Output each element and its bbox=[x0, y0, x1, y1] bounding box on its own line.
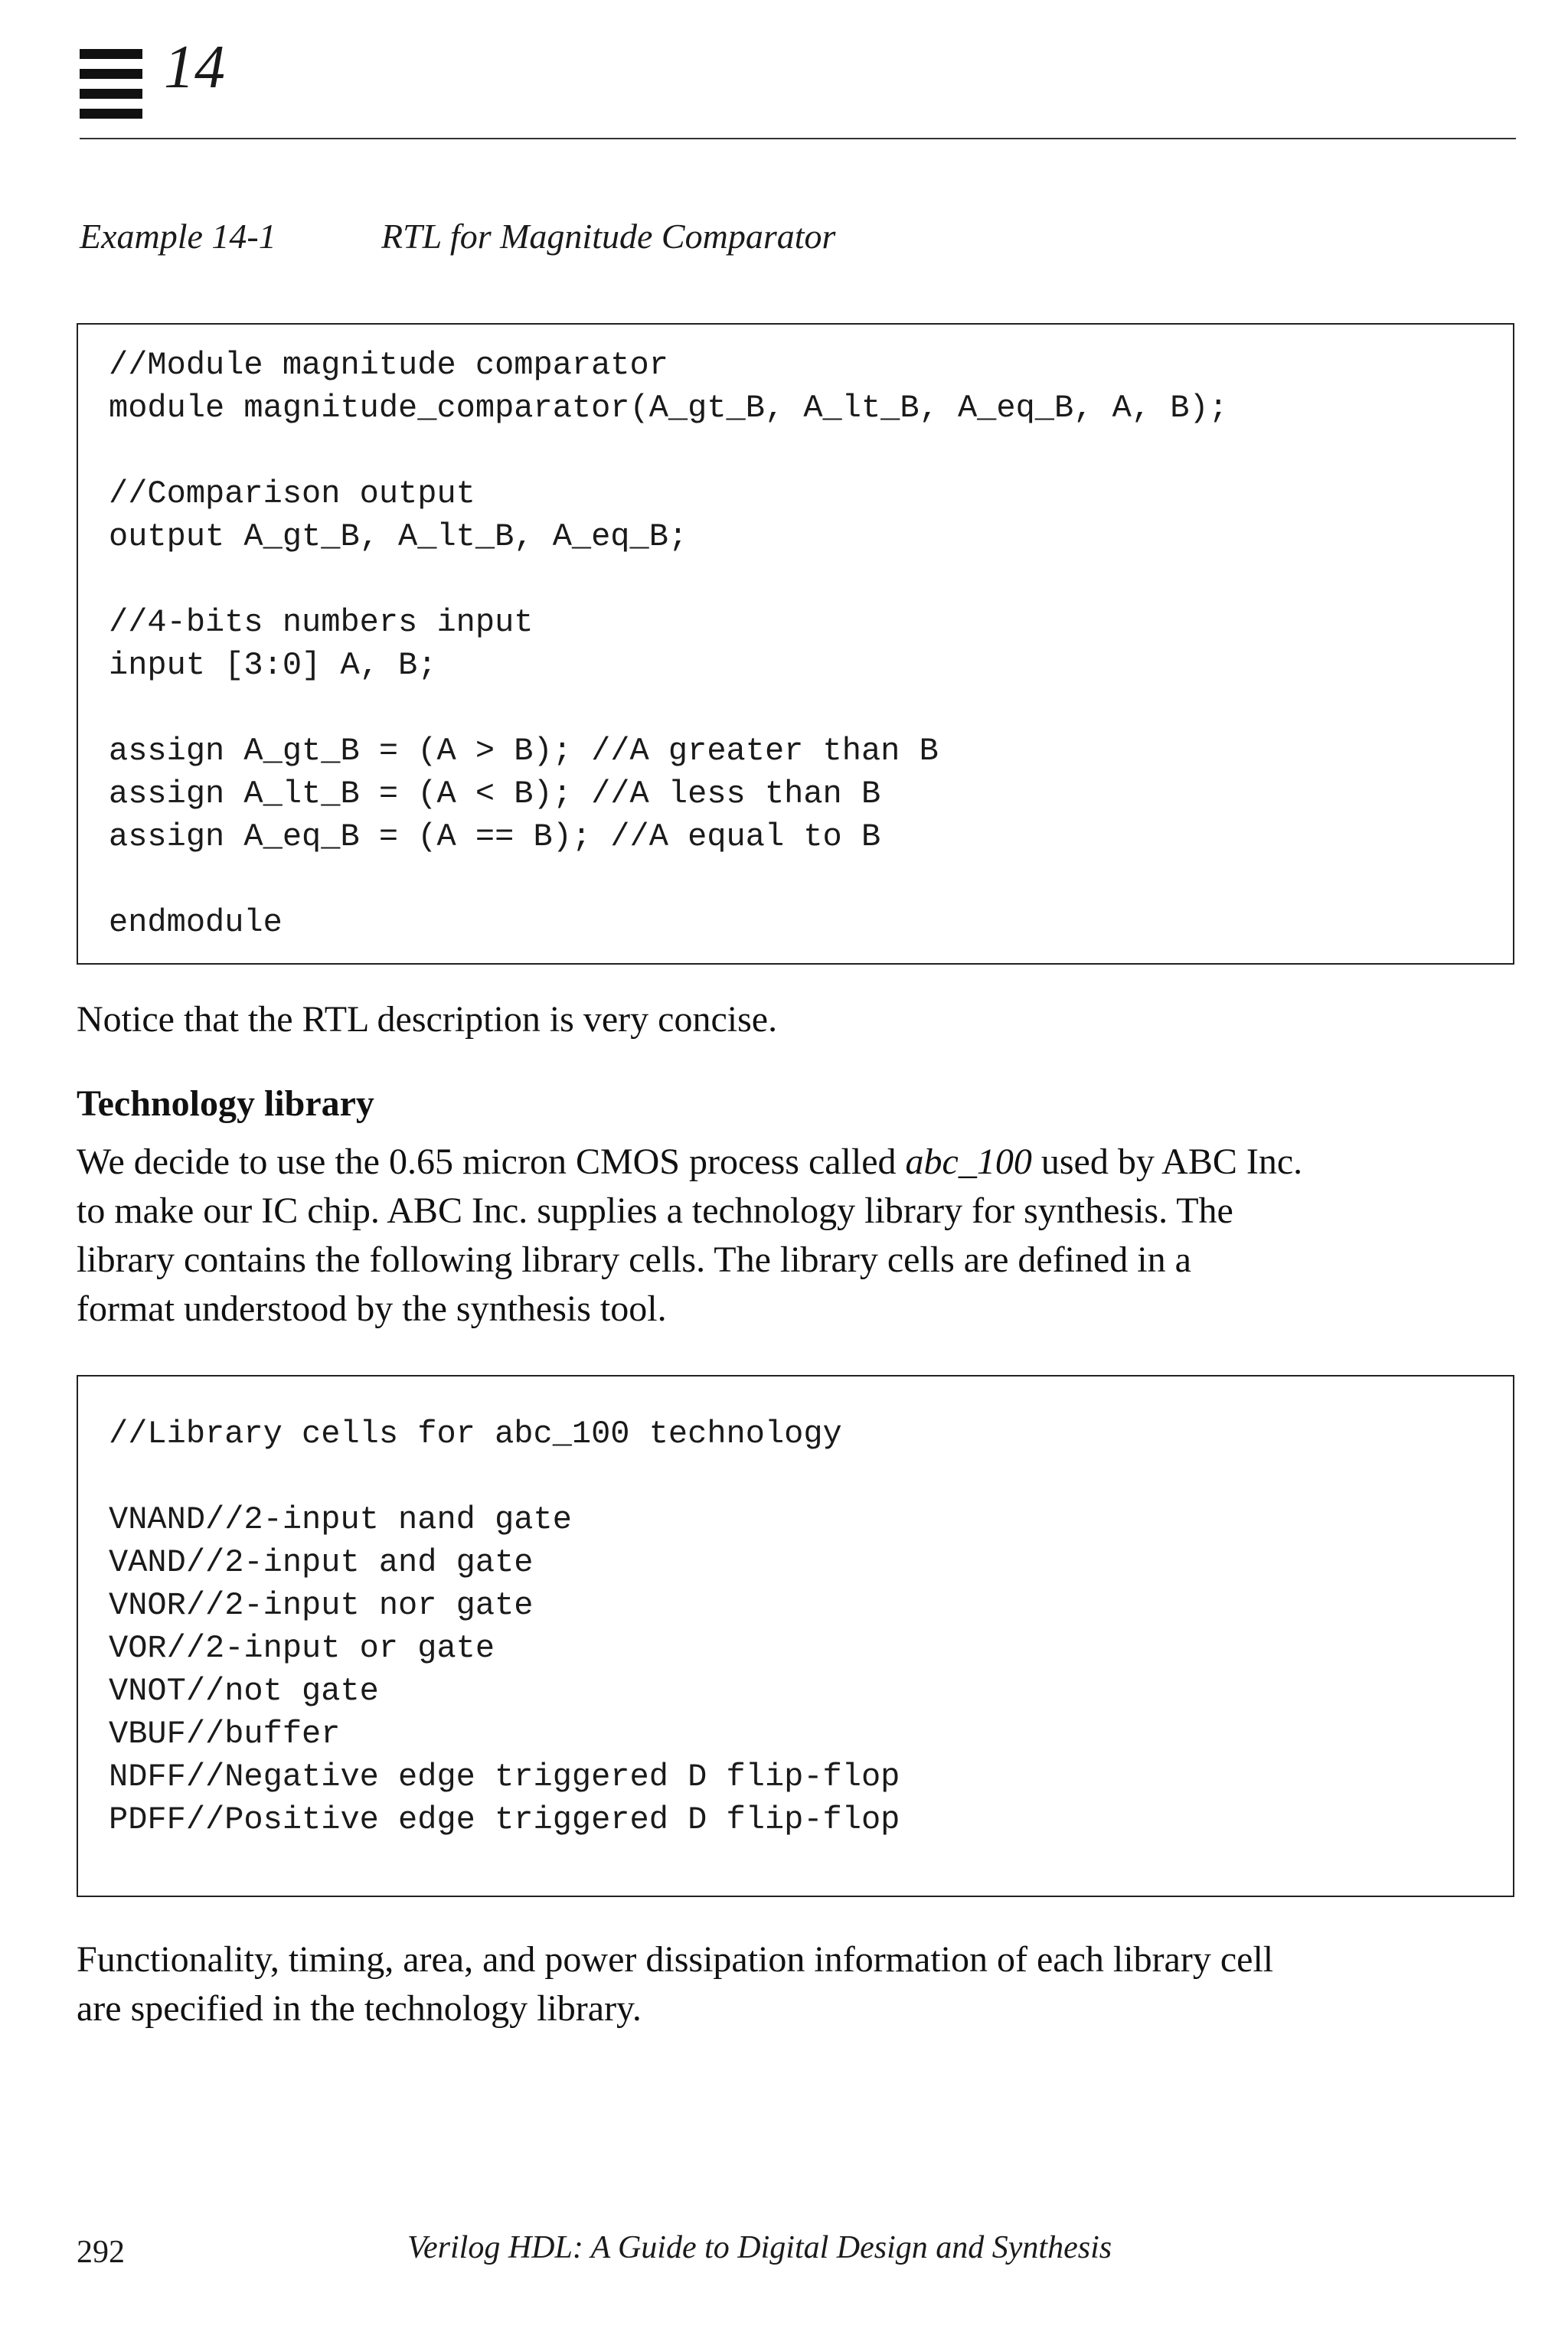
code-line: input [3:0] A, B; bbox=[109, 647, 437, 684]
paragraph-line: to make our IC chip. ABC Inc. supplies a technology library for synthesis. The bbox=[77, 1190, 1233, 1231]
code-line: VNOR//2-input nor gate bbox=[109, 1587, 534, 1624]
example-title: RTL for Magnitude Comparator bbox=[381, 217, 836, 256]
text-run: used by ABC Inc. bbox=[1031, 1141, 1303, 1182]
paragraph-line: Functionality, timing, area, and power dissipation information of each library cell bbox=[77, 1939, 1274, 1980]
process-name: abc_100 bbox=[905, 1141, 1032, 1182]
paragraph-concise bbox=[77, 995, 1524, 1044]
code-block-rtl bbox=[77, 323, 1514, 965]
paragraph-line: are specified in the technology library. bbox=[77, 1988, 642, 2029]
paragraph-line: library contains the following library cells. The library cells are defined in a bbox=[77, 1239, 1191, 1280]
code-line: module magnitude_comparator(A_gt_B, A_lt_B, A_eq_B, A, B); bbox=[109, 390, 1228, 426]
paragraph-technology bbox=[77, 1138, 1524, 1334]
page-number: 292 bbox=[77, 2235, 125, 2270]
code-line: assign A_lt_B = (A < B); //A less than B bbox=[109, 776, 881, 812]
section-heading: Technology library bbox=[77, 1083, 374, 1124]
code-line: VBUF//buffer bbox=[109, 1716, 341, 1752]
paragraph-functionality bbox=[77, 1935, 1524, 2033]
code-line: //Comparison output bbox=[109, 475, 475, 512]
example-label: Example 14-1 bbox=[80, 217, 276, 256]
paragraph-line: format understood by the synthesis tool. bbox=[77, 1288, 667, 1329]
code-line: VAND//2-input and gate bbox=[109, 1544, 534, 1581]
code-line: VNOT//not gate bbox=[109, 1673, 379, 1710]
code-line: assign A_gt_B = (A > B); //A greater than B bbox=[109, 733, 939, 769]
chapter-number: 14 bbox=[164, 34, 225, 101]
book-title: Verilog HDL: A Guide to Digital Design and Synthesis bbox=[407, 2230, 1112, 2265]
code-block-library bbox=[77, 1375, 1514, 1897]
code-line: NDFF//Negative edge triggered D flip-flop bbox=[109, 1759, 900, 1795]
code-line: VNAND//2-input nand gate bbox=[109, 1501, 572, 1538]
text-run: We decide to use the 0.65 micron CMOS process called bbox=[77, 1141, 906, 1182]
code-line: //Library cells for abc_100 technology bbox=[109, 1416, 842, 1452]
code-line: output A_gt_B, A_lt_B, A_eq_B; bbox=[109, 518, 688, 555]
code-line: PDFF//Positive edge triggered D flip-flop bbox=[109, 1801, 900, 1838]
chapter-mark-icon bbox=[80, 49, 142, 119]
paragraph-line: Notice that the RTL description is very concise. bbox=[77, 999, 778, 1040]
code-line: //Module magnitude comparator bbox=[109, 347, 668, 384]
code-line: endmodule bbox=[109, 904, 283, 941]
code-line: //4-bits numbers input bbox=[109, 604, 534, 641]
code-line: VOR//2-input or gate bbox=[109, 1630, 495, 1667]
header-rule bbox=[80, 138, 1516, 139]
paragraph-line bbox=[77, 1138, 1524, 1187]
code-line: assign A_eq_B = (A == B); //A equal to B bbox=[109, 818, 881, 855]
